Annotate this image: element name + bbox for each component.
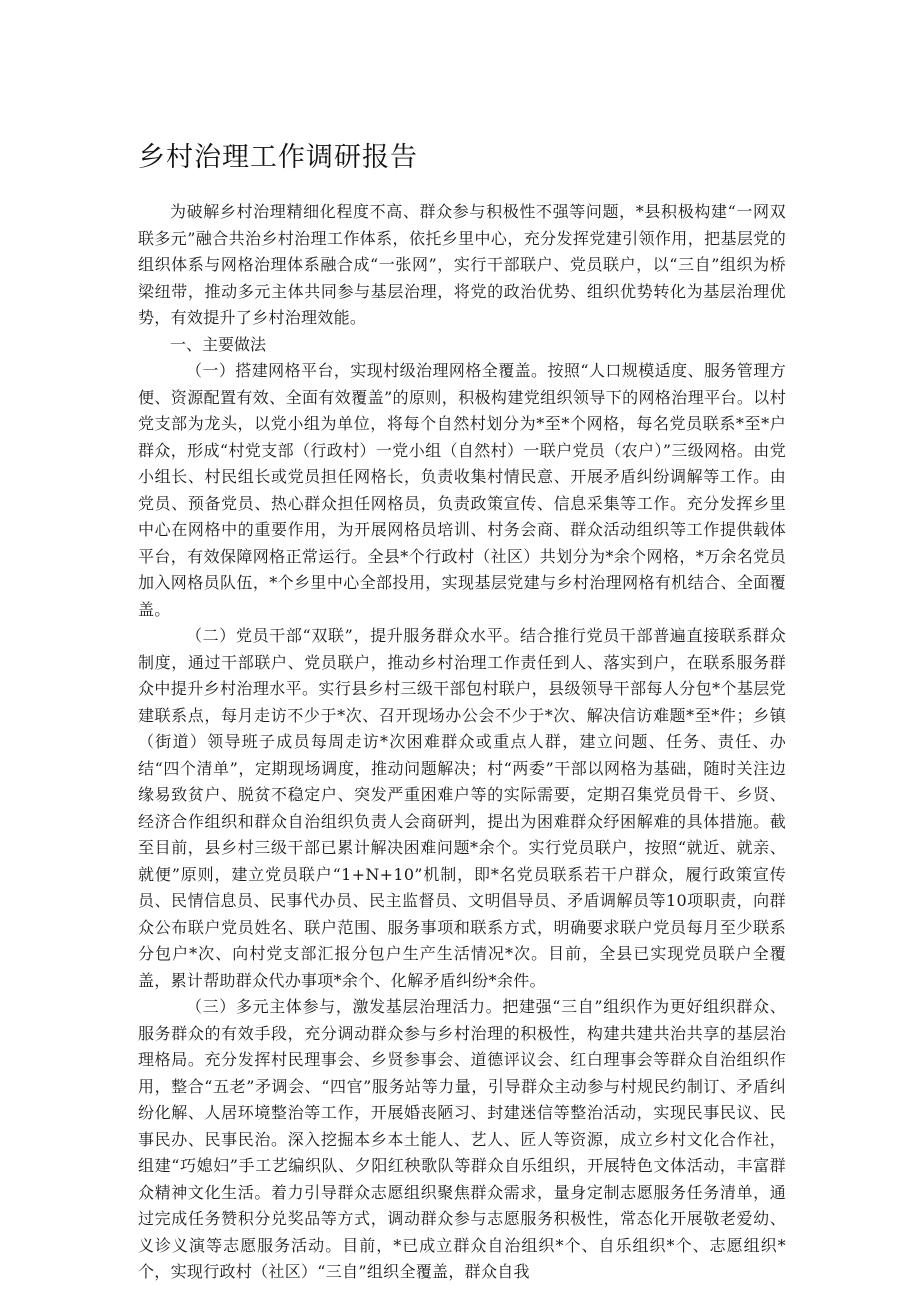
item-multi-participation: （三）多元主体参与，激发基层治理活力。把建强“三自”组织作为更好组织群众、服务群众的有效手段，充分调动群众参与乡村治理的积极性，构建共建共治共享的基层治理格局。充分发挥村民理事会、乡贤参事会、道德评议会、红白理事会等群众自治组织作用，整合“五老”矛调会、“四官”服务站等力量，引导群众主动参与村规民约制订、矛盾纠纷化解、人居环境整治等工作，开展婚丧陋习、封建迷信等整治活动，实现民事民议、民事民办、民事民治。深入挖掘本乡本土能人、艺人、匠人等资源，成立乡村文化合作社，组建“巧媳妇”手工艺编织队、夕阳红秧歌队等群众自乐组织，开展特色文体活动，丰富群众精神文化生活。着力引导群众志愿组织聚焦群众需求，量身定制志愿服务任务清单，通过完成任务赞积分兑奖品等方式，调动群众参与志愿服务积极性，常态化开展敬老爱幼、义诊义演等志愿服务活动。目前，*已成立群众自治组织*个、自乐组织*个、志愿组织*个，实现行政村（社区）“三自”组织全覆盖，群众自我 bbox=[138, 997, 786, 1281]
item-double-contact: （二）党员干部“双联”，提升服务群众水平。结合推行党员干部普遍直接联系群众制度，通过干部联户、党员联户，推动乡村治理工作责任到人、落实到户，在联系服务群众中提升乡村治理水平。实行县乡村三级干部包村联户，县级领导干部每人分包*个基层党建联系点，每月走访不少于*次、召开现场办公会不少于*次、解决信访难题*至*件；乡镇（街道）领导班子成员每周走访*次困难群众或重点人群，建立问题、任务、责任、办结“四个清单”，定期现场调度，推动问题解决；村“两委”干部以网格为基础，随时关注边缘易致贫户、脱贫不稳定户、突发严重困难户等的实际需要，定期召集党员骨干、乡贤、经济合作组织和群众自治组织负责人会商研判，提出为困难群众纾困解难的具体措施。截至目前，县乡村三级干部已累计解决困难问题*余个。实行党员联户，按照“就近、就亲、就便”原则，建立党员联户“1+N+10”机制，即*名党员联系若干户群众，履行政策宣传员、民情信息员、民事代办员、民主监督员、文明倡导员、矛盾调解员等10项职责，向群众公布联户党员姓名、联户范围、服务事项和联系方式，明确要求联户党员每月至少联系分包户*次、向村党支部汇报分包户生产生活情况*次。目前，全县已实现党员联户全覆盖，累计帮助群众代办事项*余个、化解矛盾纠纷*余件。 bbox=[138, 626, 786, 990]
section-heading-main-practices: 一、主要做法 bbox=[170, 334, 267, 354]
document-page bbox=[138, 138, 786, 1286]
item-grid-platform: （一）搭建网格平台，实现村级治理网格全覆盖。按照“人口规模适度、服务管理方便、资源配置有效、全面有效覆盖”的原则，积极构建党组织领导下的网格治理平台。以村党支部为龙头，以党小组为单位，将每个自然村划分为*至*个网格，每名党员联系*至*户群众，形成“村党支部（行政村）一党小组（自然村）一联户党员（农户）”三级网格。由党小组长、村民组长或党员担任网格长，负责收集村情民意、开展矛盾纠纷调解等工作。由党员、预备党员、热心群众担任网格员，负责政策宣传、信息采集等工作。充分发挥乡里中心在网格中的重要作用，为开展网格员培训、村务会商、群众活动组织等工作提供载体平台，有效保障网格正常运行。全县*个行政村（社区）共划分为*余个网格，*万余名党员加入网格员队伍，*个乡里中心全部投用，实现基层党建与乡村治理网格有机结合、全面覆盖。 bbox=[138, 361, 786, 619]
document-title: 乡村治理工作调研报告 bbox=[138, 142, 418, 173]
intro-paragraph: 为破解乡村治理精细化程度不高、群众参与积极性不强等问题，*县积极构建“一网双联多元”融合共治乡村治理工作体系，依托乡里中心，充分发挥党建引领作用，把基层党的组织体系与网格治理体系融合成“一张网”，实行干部联户、党员联户，以“三自”组织为桥梁纽带，推动多元主体共同参与基层治理，将党的政治优势、组织优势转化为基层治理优势，有效提升了乡村治理效能。 bbox=[138, 202, 786, 327]
